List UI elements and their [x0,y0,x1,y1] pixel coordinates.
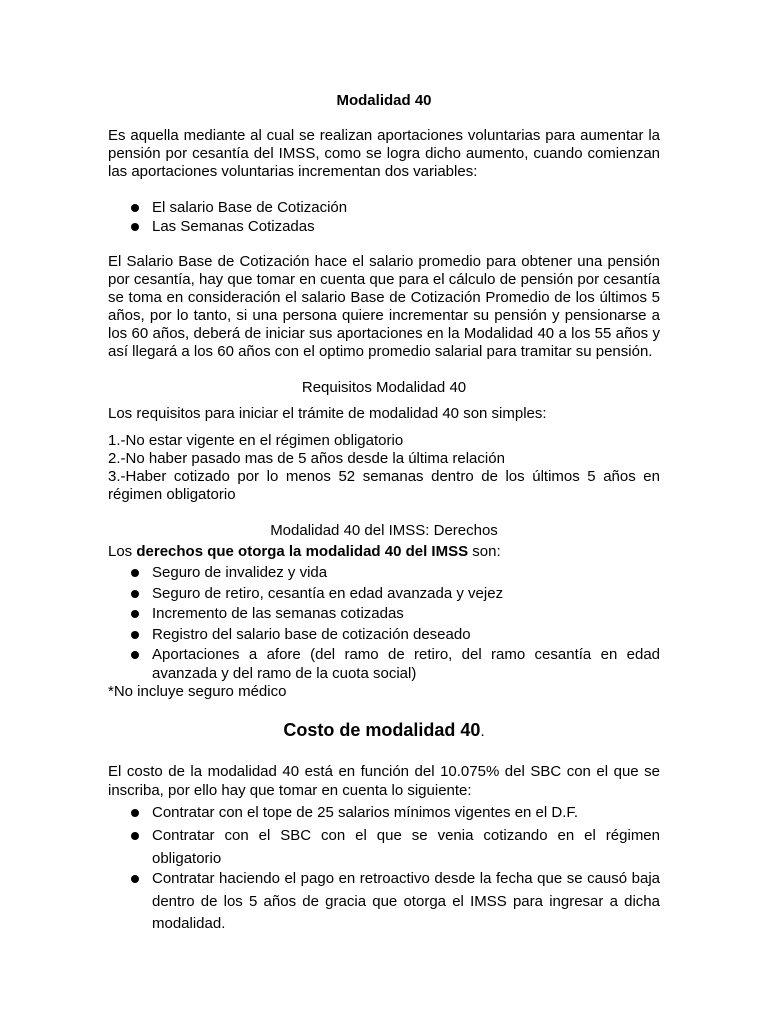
requisito-item-3-cont: régimen obligatorio [108,486,236,503]
bullet-icon [131,651,139,659]
intro-line-2: pensión por cesantía del IMSS, como se logra dicho aumento, cuando comienzan [108,145,660,162]
derechos-heading: Modalidad 40 del IMSS: Derechos [270,522,498,539]
bullet-icon [131,223,139,231]
costo-heading-wrap [108,720,660,741]
costo-item-3-end: modalidad. [152,915,226,932]
derechos-intro-bold: derechos que otorga la modalidad 40 del IMSS [136,543,469,560]
requisitos-intro: Los requisitos para iniciar el trámite de modalidad 40 son simples: [108,405,547,422]
variables-item-1: El salario Base de Cotización [152,199,348,216]
requisito-item-2: 2.-No haber pasado mas de 5 años desde la última relación [108,450,505,467]
costo-item-1: Contratar con el tope de 25 salarios mínimos vigentes en el D.F. [152,804,579,821]
costo-intro-line-2: inscriba, por ello hay que tomar en cuenta lo siguiente: [108,782,472,799]
bullet-icon [131,590,139,598]
costo-item-2: Contratar con el SBC con el que se venia cotizando en el régimen [152,827,660,844]
costo-item-3-cont: dentro de los 5 años de gracia que otorga el IMSS para ingresar a dicha [152,893,660,910]
derecho-item-1: Seguro de invalidez y vida [152,564,328,581]
derecho-item-4: Registro del salario base de cotización deseado [152,626,471,643]
bullet-icon [131,631,139,639]
bullet-icon [131,832,139,840]
bullet-icon [131,875,139,883]
sbc-line-3: se toma en consideración el salario Base de Cotización Promedio de los últimos 5 [108,289,660,306]
derechos-intro [108,543,501,561]
derecho-item-5-cont: avanzada y del ramo de la cuota social) [152,665,417,682]
sbc-line-5: los 60 años, deberá de iniciar sus aportaciones en la Modalidad 40 a los 55 años y [108,325,660,342]
costo-item-3: Contratar haciendo el pago en retroactivo desde la fecha que se causó baja [152,870,660,887]
derecho-item-3: Incremento de las semanas cotizadas [152,605,404,622]
sbc-line-4: años, por lo tanto, si una persona quiere incrementar su pensión y pensionarse a [108,307,660,324]
document-title: Modalidad 40 [336,92,432,109]
derecho-item-2: Seguro de retiro, cesantía en edad avanzada y vejez [152,585,504,602]
requisito-item-3: 3.-Haber cotizado por lo menos 52 semanas dentro de los últimos 5 años en [108,468,660,485]
costo-intro-line-1: El costo de la modalidad 40 está en función del 10.075% del SBC con el que se [108,763,660,780]
derechos-intro-post: son: [468,543,501,560]
bullet-icon [131,809,139,817]
sbc-line-2: por cesantía, hay que tomar en cuenta que para el cálculo de pensión por cesantía [108,271,660,288]
bullet-icon [131,204,139,212]
costo-item-2-cont: obligatorio [152,850,222,867]
requisitos-heading: Requisitos Modalidad 40 [301,379,467,396]
costo-heading-suffix: . [480,723,485,740]
derechos-note: *No incluye seguro médico [108,683,287,700]
bullet-icon [131,569,139,577]
costo-heading: Costo de modalidad 40 [283,720,481,740]
intro-line-1: Es aquella mediante al cual se realizan aportaciones voluntarias para aumentar la [108,127,660,144]
intro-line-3: las aportaciones voluntarias incrementan dos variables: [108,163,478,180]
requisito-item-1: 1.-No estar vigente en el régimen obligatorio [108,432,404,449]
derechos-intro-pre: Los [108,543,137,560]
derecho-item-5: Aportaciones a afore (del ramo de retiro, del ramo cesantía en edad [152,646,660,663]
sbc-line-6: así llegará a los 60 años con el optimo promedio salarial para tramitar su pensión. [108,343,653,360]
bullet-icon [131,610,139,618]
variables-item-2: Las Semanas Cotizadas [152,218,315,235]
sbc-line-1: El Salario Base de Cotización hace el salario promedio para obtener una pensión [108,253,660,270]
